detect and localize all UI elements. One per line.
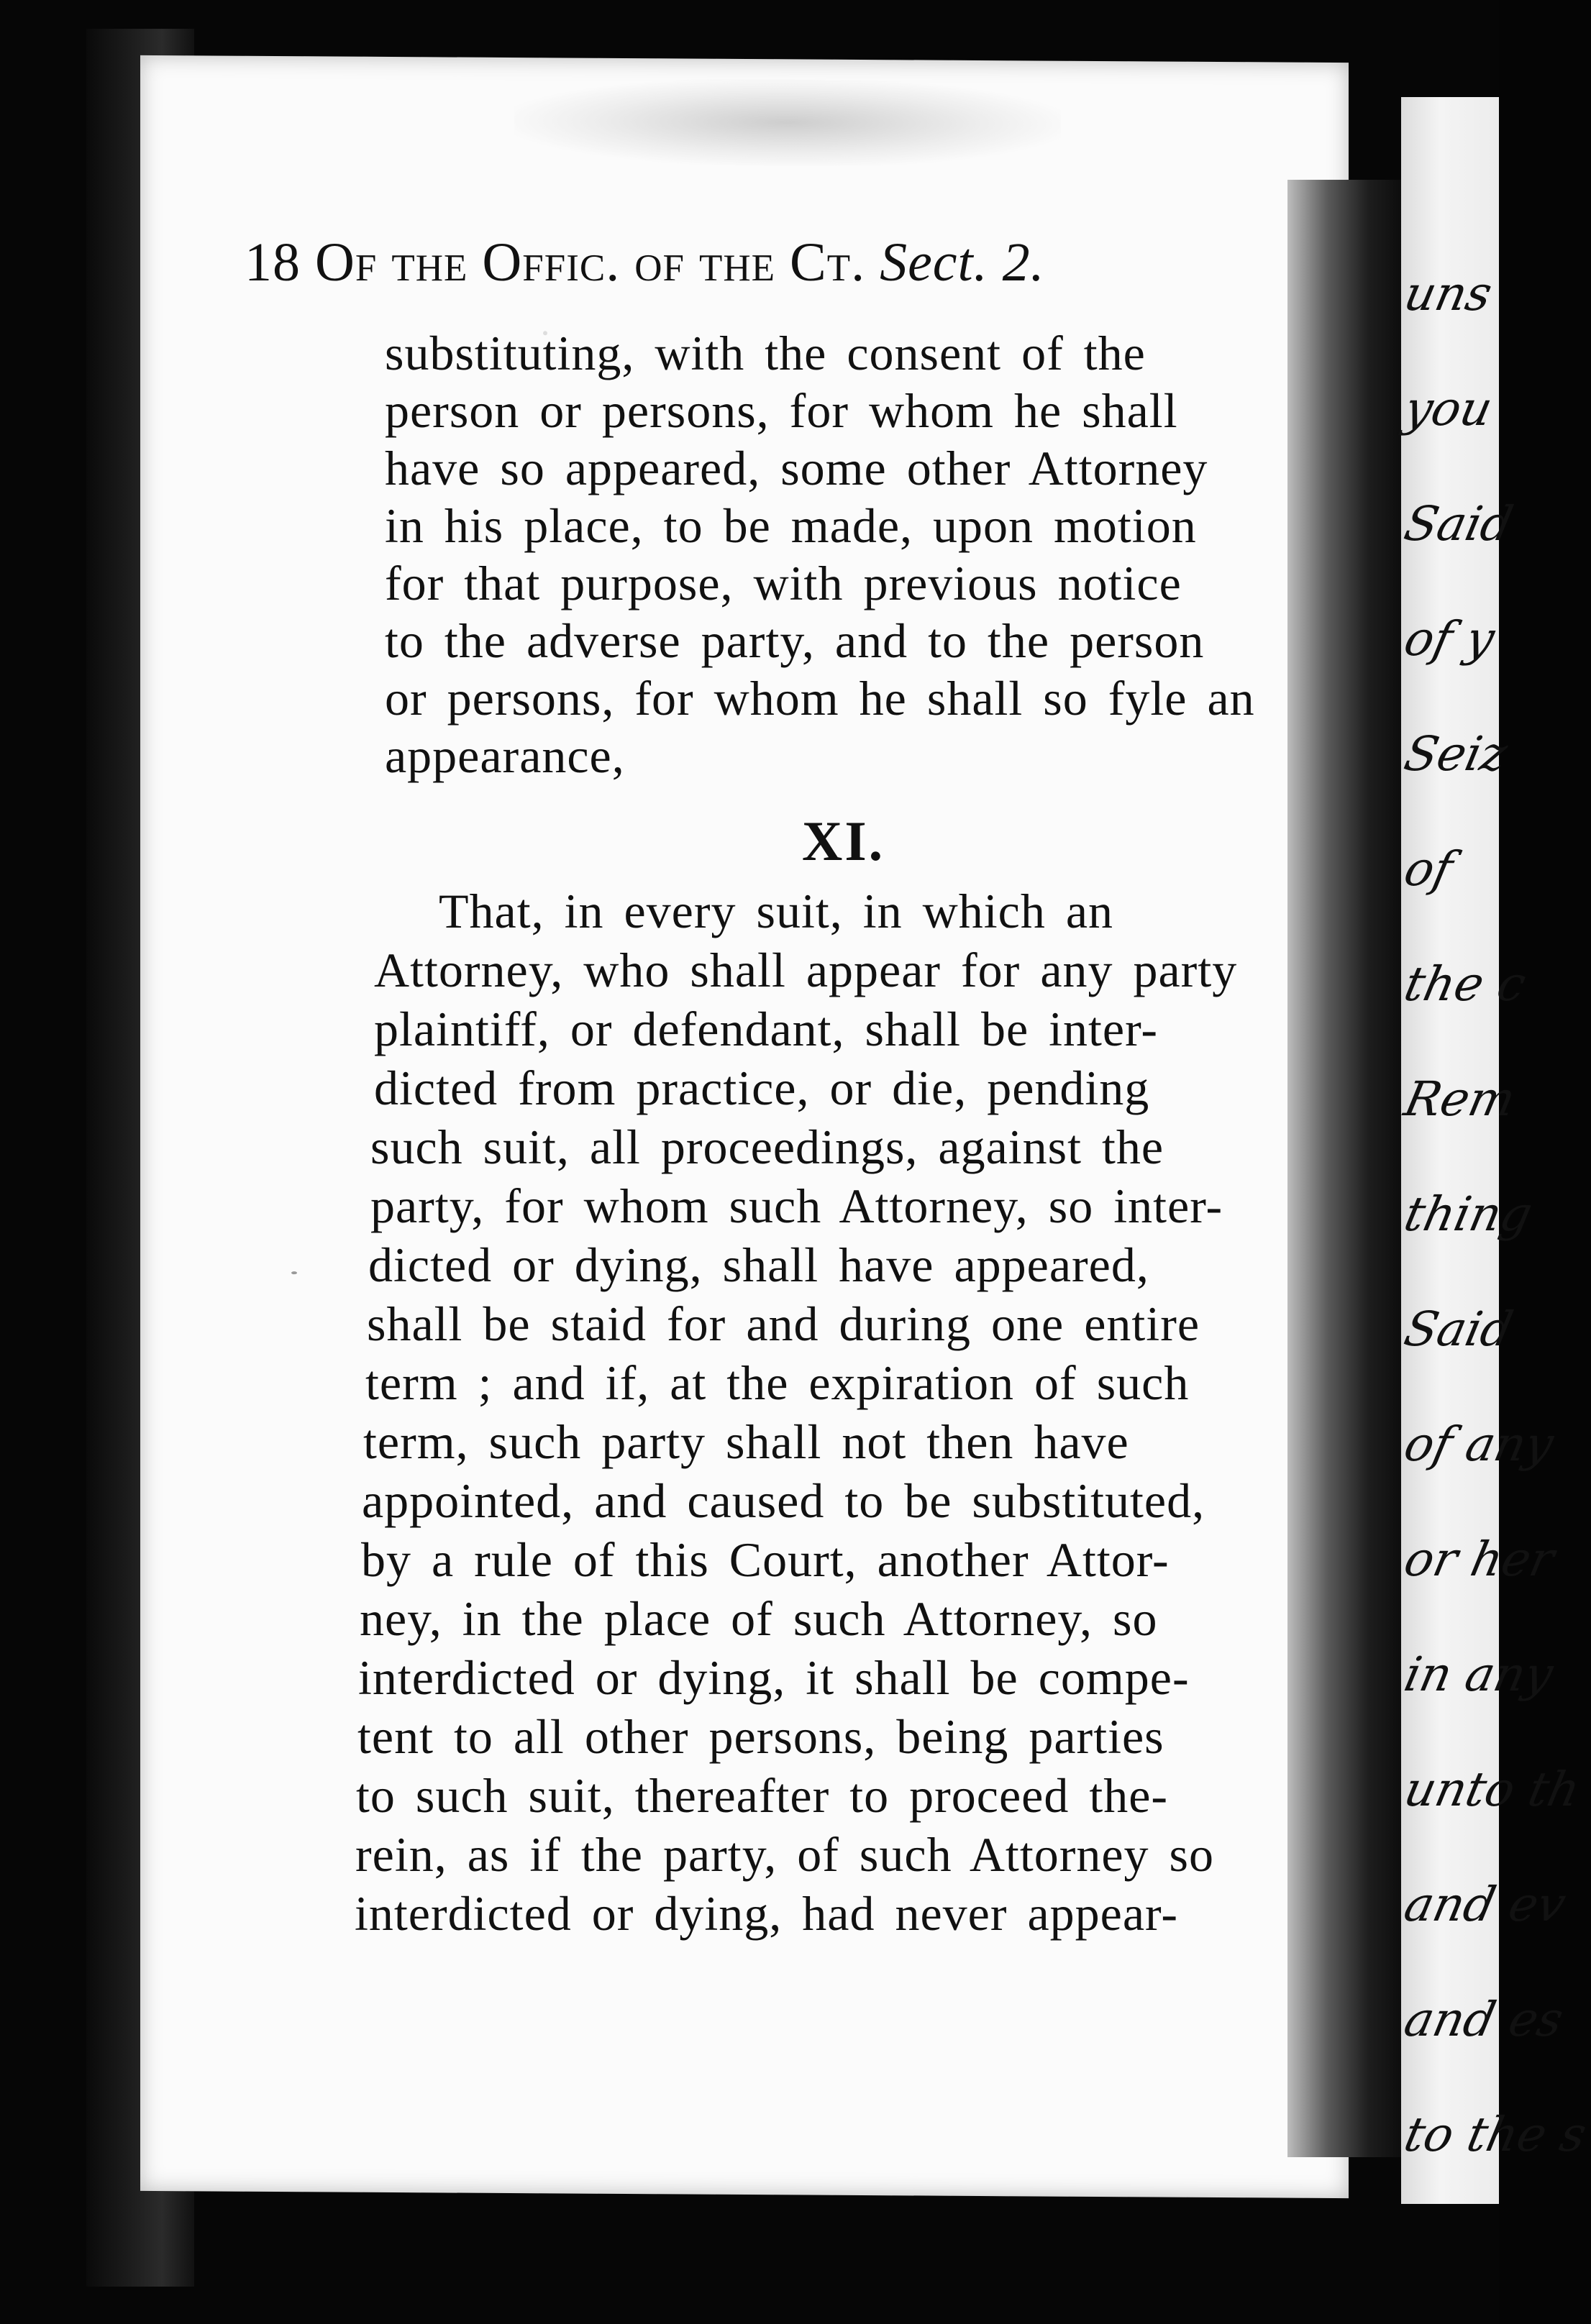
text-line: have so appeared, some other Attorney xyxy=(385,441,1208,495)
handwritten-fragment: of xyxy=(1399,841,1458,897)
handwritten-fragment: the c xyxy=(1399,956,1531,1012)
handwritten-fragment: Said xyxy=(1399,496,1518,552)
handwritten-fragment: and es xyxy=(1399,1992,1569,2047)
text-line: interdicted or dying, it shall be compe- xyxy=(358,1650,1190,1705)
handwritten-fragment: unto th xyxy=(1399,1762,1585,1817)
text-line: term ; and if, at the expiration of such xyxy=(365,1355,1190,1410)
text-line: interdicted or dying, had never appear- xyxy=(355,1886,1178,1941)
text-line: appointed, and caused to be substituted, xyxy=(362,1473,1205,1528)
handwritten-fragment: Rem xyxy=(1399,1071,1521,1127)
text-line: dicted from practice, or die, pending xyxy=(374,1061,1150,1115)
text-line: Attorney, who shall appear for any party xyxy=(374,943,1238,997)
text-line: rein, as if the party, of such Attorney so xyxy=(355,1827,1214,1882)
text-line: appearance, xyxy=(385,728,625,783)
text-line: to the adverse party, and to the person xyxy=(385,613,1205,668)
handwritten-fragment: of any xyxy=(1399,1417,1559,1472)
text-line: ney, in the place of such Attorney, so xyxy=(360,1591,1158,1646)
text-line: plaintiff, or defendant, shall be inter- xyxy=(374,1002,1159,1056)
text-line: That, in every suit, in which an xyxy=(439,884,1114,938)
text-line: party, for whom such Attorney, so inter- xyxy=(370,1179,1223,1233)
page-number: 18 xyxy=(245,232,301,293)
handwritten-fragment: Seiz xyxy=(1399,726,1513,782)
handwritten-fragment: to the s xyxy=(1399,2107,1591,2162)
text-line: by a rule of this Court, another Attor- xyxy=(361,1532,1170,1587)
text-line: for that purpose, with previous notice xyxy=(385,556,1182,610)
text-line: or persons, for whom he shall so fyle an xyxy=(385,671,1255,726)
running-head xyxy=(245,232,1295,294)
text-line: to such suit, thereafter to proceed the- xyxy=(356,1768,1169,1823)
section-label: Sect. 2. xyxy=(880,232,1045,293)
paper-speck xyxy=(291,1271,297,1274)
page-fold-shadow xyxy=(1287,180,1403,2157)
text-line: such suit, all proceedings, against the xyxy=(370,1120,1164,1174)
water-stain xyxy=(514,78,1061,168)
handwritten-fragment: Said xyxy=(1399,1301,1518,1357)
text-line: in his place, to be made, upon motion xyxy=(385,498,1197,553)
handwritten-fragment: thing xyxy=(1399,1186,1538,1242)
handwritten-fragment: or her xyxy=(1399,1532,1559,1587)
running-title: Of the Offic. of the Ct. xyxy=(315,232,866,293)
text-line: substituting, with the consent of the xyxy=(385,326,1146,380)
handwritten-fragment: in any xyxy=(1399,1647,1558,1702)
text-line: person or persons, for whom he shall xyxy=(385,383,1178,438)
text-line: shall be staid for and during one entire xyxy=(367,1296,1200,1351)
article-heading: XI. xyxy=(802,810,885,872)
handwritten-fragment: and ev xyxy=(1399,1877,1571,1932)
handwritten-fragment: of y xyxy=(1399,611,1500,667)
text-line: dicted or dying, shall have appeared, xyxy=(368,1238,1149,1292)
text-line: tent to all other persons, being parties xyxy=(357,1709,1164,1764)
facing-handwritten-page xyxy=(1399,97,1591,2204)
handwritten-fragment: you xyxy=(1399,381,1497,436)
text-line: term, such party shall not then have xyxy=(363,1414,1129,1469)
handwritten-fragment: uns xyxy=(1399,266,1497,321)
